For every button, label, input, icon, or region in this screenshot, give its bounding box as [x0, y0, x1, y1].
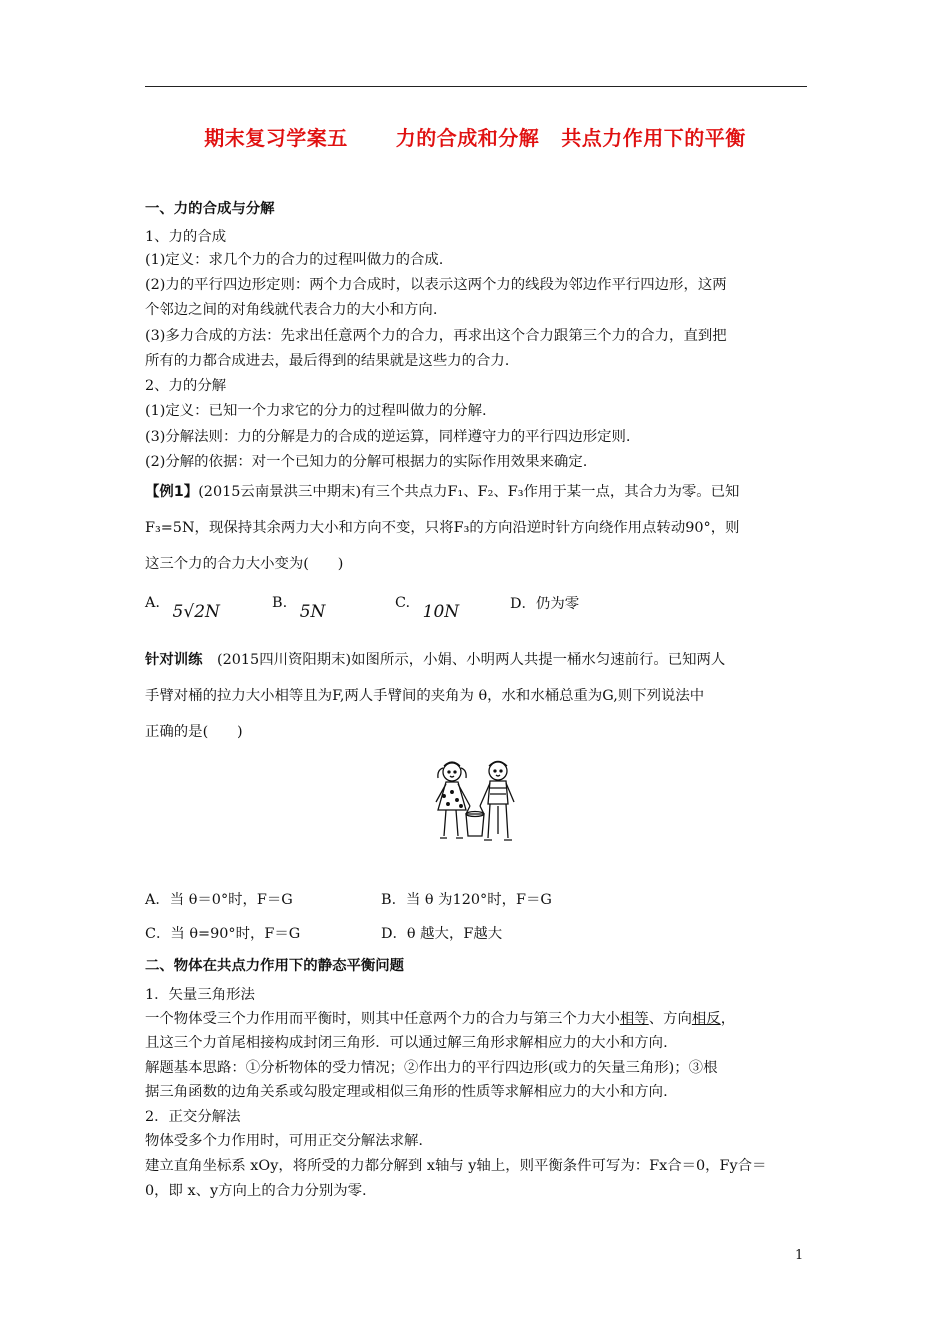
example-1-tag: 【例1】 [145, 484, 199, 500]
paragraph-line: 个邻边之间的对角线就代表合力的大小和方向. [145, 302, 438, 318]
paragraph-line: (1)定义：求几个力的合力的过程叫做力的合成. [145, 252, 444, 268]
section-1-sub-2: 2、力的分解 [145, 378, 227, 394]
training-line-3: 正确的是( ) [145, 724, 243, 740]
paragraph-line: 一个物体受三个力作用而平衡时，则其中任意两个力的合力与第三个力大小相等、方向相反， [145, 1011, 736, 1027]
paragraph-line: 据三角函数的边角关系或勾股定理或相似三角形的性质等求解相应力的大小和方向. [145, 1084, 668, 1100]
training-option-d: D．θ 越大，F越大 [381, 926, 503, 942]
example-1-line-2: F₃=5N，现保持其余两力大小和方向不变，只将F₃的方向沿逆时针方向绕作用点转动90°，则 [145, 520, 740, 536]
training-line-1: 针对训练 (2015四川资阳期末)如图所示，小娟、小明两人共提一桶水匀速前行。已知两人 [145, 652, 726, 668]
paragraph-line: (3)分解法则：力的分解是力的合成的逆运算，同样遵守力的平行四边形定则. [145, 429, 631, 445]
children-carrying-bucket-illustration [426, 754, 526, 854]
paragraph-line: 所有的力都合成进去，最后得到的结果就是这些力的合力. [145, 353, 510, 369]
page-number: 1 [795, 1248, 804, 1263]
training-line-2: 手臂对桶的拉力大小相等且为F,两人手臂间的夹角为 θ，水和水桶总重为G,则下列说法中 [145, 688, 705, 704]
section-1-sub-1: 1、力的合成 [145, 229, 227, 245]
training-option-a: A．当 θ＝0°时，F＝G [145, 892, 293, 908]
title-part-1: 期末复习学案五 [204, 126, 348, 150]
section-2-sub-2: 2．正交分解法 [145, 1109, 241, 1125]
paragraph-line: (1)定义：已知一个力求它的分力的过程叫做力的分解. [145, 403, 487, 419]
training-option-b: B．当 θ 为120°时，F＝G [381, 892, 552, 908]
paragraph-line: 且这三个力首尾相接构成封闭三角形．可以通过解三角形求解相应力的大小和方向. [145, 1035, 668, 1051]
example-1-line-3: 这三个力的合力大小变为( ) [145, 556, 344, 572]
title-part-2: 力的合成和分解 [395, 126, 540, 150]
paragraph-line: 解题基本思路：①分析物体的受力情况；②作出力的平行四边形(或力的矢量三角形)；③根 [145, 1060, 718, 1076]
paragraph-line: 物体受多个力作用时，可用正交分解法求解. [145, 1133, 423, 1149]
training-tag: 针对训练 [145, 652, 203, 668]
paragraph-line: (3)多力合成的方法：先求出任意两个力的合力，再求出这个合力跟第三个力的合力，直到把 [145, 328, 727, 344]
section-2-sub-1: 1．矢量三角形法 [145, 987, 255, 1003]
section-2-heading: 二、物体在共点力作用下的静态平衡问题 [145, 958, 405, 974]
paragraph-line: 0，即 x、y方向上的合力分别为零. [145, 1183, 367, 1199]
page-title [0, 122, 950, 151]
example-1-option-a: A. 5√2N [145, 595, 220, 622]
example-1-option-d: D．仍为零 [510, 596, 580, 612]
paragraph-line: 建立直角坐标系 xOy，将所受的力都分解到 x轴与 y轴上，则平衡条件可写为：Fx合＝0，Fy合＝ [145, 1158, 767, 1174]
paragraph-line: (2)分解的依据：对一个已知力的分解可根据力的实际作用效果来确定. [145, 454, 588, 470]
example-1-option-b: B. 5N [272, 595, 326, 622]
section-1-heading: 一、力的合成与分解 [145, 201, 275, 217]
paragraph-line: (2)力的平行四边形定则：两个力合成时，以表示这两个力的线段为邻边作平行四边形，这两 [145, 277, 727, 293]
example-1-option-c: C. 10N [395, 595, 460, 622]
header-rule [145, 86, 807, 87]
title-part-3: 共点力作用下的平衡 [561, 126, 746, 150]
training-option-c: C．当 θ=90°时，F＝G [145, 926, 301, 942]
example-1-line-1: 【例1】(2015云南景洪三中期末)有三个共点力F₁、F₂、F₃作用于某一点，其合力为零。已知 [145, 484, 740, 500]
